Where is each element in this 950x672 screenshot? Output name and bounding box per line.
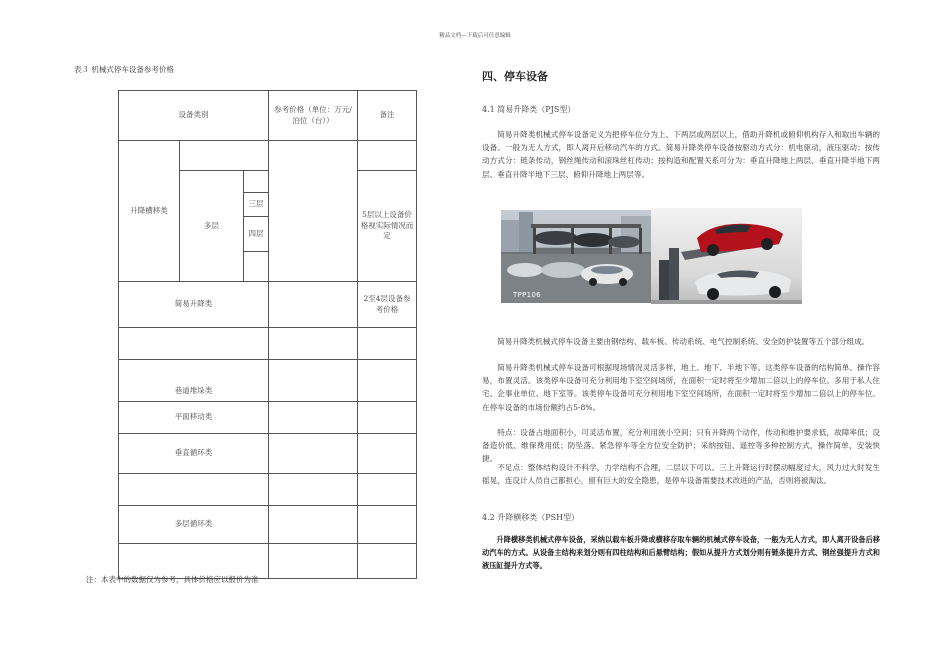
row-plane-moving: 平面移动类 [119, 402, 269, 434]
row-simple-lift: 简易升降类 [119, 282, 269, 328]
header-category: 设备类别 [119, 91, 269, 141]
row-lift-shift: 升降横移类 [119, 141, 180, 282]
cell-empty [119, 474, 269, 506]
page-header: 精品文档---下载后可任意编辑 [439, 33, 511, 39]
cell-empty [269, 402, 358, 434]
cell-empty [269, 282, 358, 328]
cell-empty [269, 544, 358, 579]
parking-lot-photo [501, 210, 651, 303]
cell-empty [269, 328, 358, 360]
table-caption: 表３ 机械式停车设备参考价格 [74, 65, 174, 74]
cell-empty [180, 141, 269, 171]
cell-layer-4: 四层 [244, 217, 269, 252]
paragraph-features: 特点：设备占地面积小，可灵活布置，充分利用狭小空间；只有升降两个动作，传动和维护要求低，故障率低；设备造价低、维保费用低；防坠落、紧急停车等全方位安全防护；采纳按钮、遥控等多种控制方式，操作简单，安装快捷。 [482, 428, 880, 464]
paragraph-composition: 简易升降类机械式停车设备主要由钢结构、载车板、传动系统、电气控制系统、安全防护装置等五个部分组成。 [497, 337, 870, 346]
paragraph-lift-shift: 升降横移类机械式停车设备，采纳以载车板升降或横移存取车辆的机械式停车设备，一般为无人方式，即人离开设备后移动汽车的方式。从设备主结构来划分则有四柱结构和后悬臂结构；假如从提升方式划分则有链条提升方式、钢丝强提升方式和液压缸提升方式等。 [482, 535, 880, 571]
paragraph-drawbacks: 不足点：整体结构设计不科学，力学结构不合理，二层以下可以。三上升降运行时摆动幅度过大，风力过大时发生摇晃，连设计人员自己都担心，留有巨大的安全隐患，是停车设备需要技术改进的产品，否则将被淘汰。 [482, 463, 880, 486]
parking-lot-illustration [501, 210, 651, 303]
price-table [118, 90, 417, 579]
subsection-4-1-title: 4.1 简易升降类（PJS型） [482, 105, 576, 114]
cell-empty [358, 141, 417, 171]
cell-empty [358, 328, 417, 360]
red-car-lift-photo [651, 208, 802, 304]
cell-empty [269, 474, 358, 506]
row-multi-circulation: 多层循环类 [119, 506, 269, 544]
subsection-4-2-title: 4.2 升降横移类（PSH型） [482, 513, 580, 522]
photo-label: TPP106 [513, 291, 541, 299]
cell-empty [244, 252, 269, 282]
note-simple-lift: 2至4层设备参考价格 [358, 282, 417, 328]
cell-empty [358, 402, 417, 434]
note-lift-shift: 5层以上设备价格视实际情况而定 [358, 171, 417, 282]
cell-layer-3: 三层 [244, 193, 269, 217]
table-footnote: 注：本表中的数据仅为参考，具体价格应以报价为准 [86, 575, 259, 584]
cell-multi-layer: 多层 [180, 171, 244, 282]
cell-empty [358, 434, 417, 474]
cell-empty [358, 544, 417, 579]
cell-empty [119, 328, 269, 360]
row-aisle-stacking: 巷道堆垛类 [119, 360, 269, 402]
cell-empty [269, 360, 358, 402]
cell-empty [269, 506, 358, 544]
row-vertical-circulation: 垂直循环类 [119, 434, 269, 474]
cell-empty [269, 434, 358, 474]
car-lift-illustration [651, 208, 802, 304]
cell-empty [269, 141, 358, 282]
header-price: 参考价格（单位：万元/泊位（台）） [269, 91, 358, 141]
cell-empty [358, 506, 417, 544]
header-note: 备注 [358, 91, 417, 141]
paragraph-application: 简易升降类机械式停车设备可根据现场情况灵活多样，地上、地下、半地下等。这类停车设备的结构简单、操作容易，布置灵活。该类停车设备可充分利用地下室空间场所，在面积一定时将至少增加二倍以上的停车位。多用于私人住宅、企事业单位、地下室等。该类停车设备可充分利用地下室空间场所，在面积一定时将至少增加二倍以上的停车位。在停车设备的市场份额约占5-8%。 [482, 363, 880, 412]
section-title: 四、停车设备 [482, 70, 548, 83]
cell-empty [244, 171, 269, 193]
paragraph-definition: 简易升降类机械式停车设备定义为把停车位分为上、下两层或两层以上，借助升降机或俯仰机构存入和取出车辆的设备。一般为无人方式，即人离开后移动汽车的方式。简易升降类停车设备按驱动方式分：机电驱动，液压驱动；按传动方式分：链条传动，钢丝绳传动和滚珠丝杠传动；按构造和配置关系可分为：垂直升降地上两层、垂直升降半地下两层、垂直升降半地下三层、俯仰升降地上两层等。 [482, 130, 880, 179]
cell-empty [358, 360, 417, 402]
cell-empty [358, 474, 417, 506]
